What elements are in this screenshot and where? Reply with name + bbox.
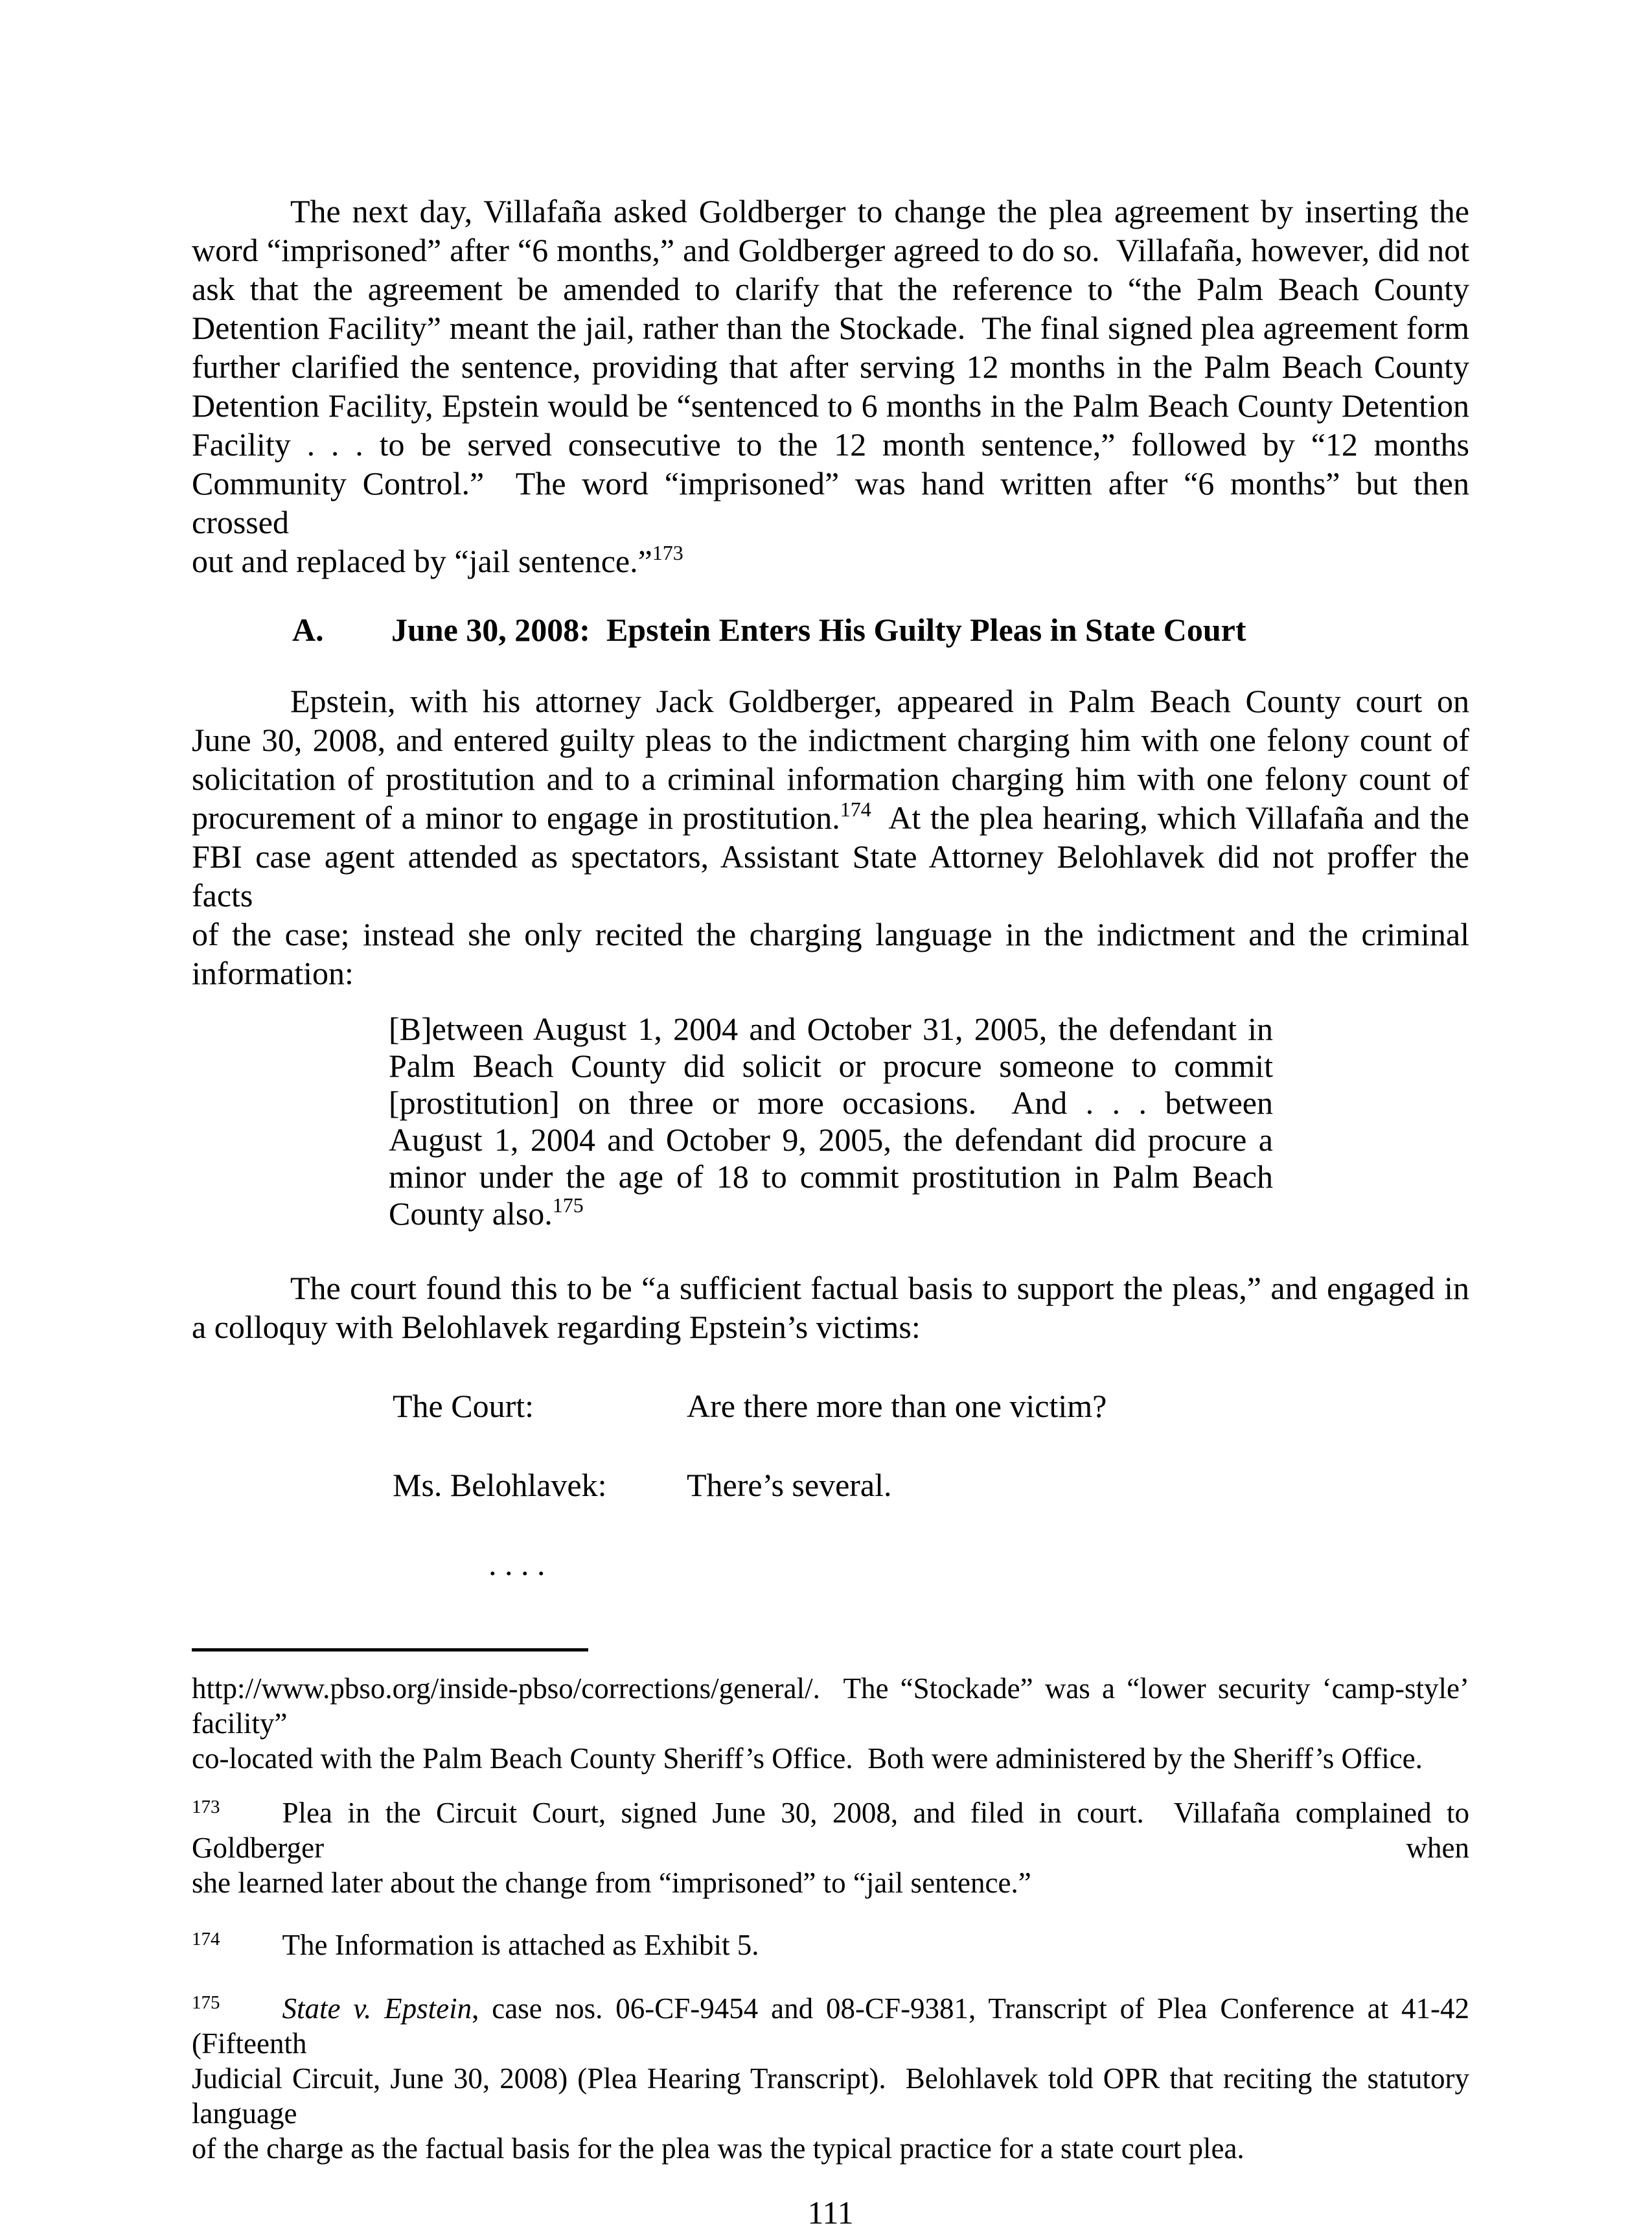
text-line: Epstein, with his attorney Jack Goldberger, appeared in Palm Beach County court on — [290, 683, 1469, 719]
footnote-174 — [192, 1927, 1469, 1962]
speaker-statement: There’s several. — [687, 1467, 892, 1503]
section-heading — [292, 610, 1469, 649]
text-line: $^{174}$ The Information is attached as Exhibit 5. — [192, 1929, 759, 1961]
text-line: further clarified the sentence, providing that after serving 12 months in the Palm Beach County — [192, 349, 1469, 385]
footnote-ref-173: 173 — [652, 541, 683, 564]
text-line: Detention Facility” meant the jail, rather than the Stockade. The final signed plea agreement form — [192, 310, 1469, 346]
text-line: Detention Facility, Epstein would be “sentenced to 6 months in the Palm Beach County Detention — [192, 387, 1469, 424]
text-line: out and replaced by “jail sentence.”$^{173}$ — [192, 541, 683, 579]
ellipsis: . . . . — [488, 1546, 545, 1582]
text-line: ask that the agreement be amended to clarify that the reference to “the Palm Beach County — [192, 271, 1469, 307]
text-line: a colloquy with Belohlavek regarding Epstein’s victims: — [192, 1309, 921, 1345]
footnote-175 — [192, 1991, 1477, 2166]
footnote-ref-175: 175 — [192, 1992, 220, 2013]
text-line: June 30, 2008, and entered guilty pleas to the indictment charging him with one felony count of — [192, 722, 1469, 758]
text-line: Palm Beach County did solicit or procure someone to commit — [389, 1048, 1273, 1084]
footnote-ref-174: 174 — [840, 798, 871, 821]
footnote-173 — [192, 1795, 1477, 1900]
text-line: $^{173}$ Plea in the Circuit Court, signed June 30, 2008, and filed in court. Villafaña complained to Goldberger when — [192, 1797, 1477, 1864]
text-line: Judicial Circuit, June 30, 2008) (Plea Hearing Transcript). Belohlavek told OPR that reciting the statutory language — [192, 2062, 1477, 2130]
text-line: The court found this to be “a sufficient factual basis to support the pleas,” and engaged in — [290, 1270, 1469, 1306]
italic-text: State v. Epstein — [282, 1992, 472, 2025]
text-line: co-located with the Palm Beach County Sheriff’s Office. Both were administered by the Sheriff’s Office. — [192, 1742, 1423, 1775]
speaker-statement: Are there more than one victim? — [687, 1388, 1107, 1424]
text-line: minor under the age of 18 to commit prostitution in Palm Beach — [389, 1158, 1273, 1195]
text-line: http://www.pbso.org/inside-pbso/corrections/general/. The “Stockade” was a “lower security ‘camp-style’ facility” — [192, 1672, 1477, 1740]
text-line: of the case; instead she only recited the charging language in the indictment and the criminal — [192, 916, 1469, 952]
footnote-continuation — [192, 1671, 1477, 1776]
paragraph-2 — [192, 682, 1478, 993]
text-line: information: — [192, 955, 354, 991]
page-content — [192, 192, 1478, 2232]
paragraph-1 — [192, 192, 1478, 581]
colloquy-row — [393, 1386, 1469, 1425]
speaker-label: The Court: — [393, 1388, 534, 1424]
text-line: Community Control.” The word “imprisoned” was hand written after “6 months” but then crossed — [192, 465, 1478, 540]
text-line: solicitation of prostitution and to a criminal information charging him with one felony count of — [192, 761, 1469, 797]
text-line: [prostitution] on three or more occasions. And . . . between — [389, 1085, 1273, 1121]
text-line: of the charge as the factual basis for the plea was the typical practice for a state court plea. — [192, 2132, 1245, 2165]
text-line: she learned later about the change from “imprisoned” to “jail sentence.” — [192, 1867, 1031, 1899]
section-title: June 30, 2008: Epstein Enters His Guilty Pleas in State Court — [391, 612, 1246, 648]
footnote-ref-174: 174 — [192, 1929, 220, 1950]
text-line: August 1, 2004 and October 9, 2005, the defendant did procure a — [389, 1122, 1273, 1158]
text-line: FBI case agent attended as spectators, Assistant State Attorney Belohlavek did not proffer the facts — [192, 838, 1478, 914]
speaker-label: Ms. Belohlavek: — [393, 1467, 607, 1503]
colloquy-row — [393, 1466, 1469, 1504]
page-number: 111 — [807, 2194, 854, 2231]
colloquy — [393, 1386, 1469, 1504]
footnote-separator — [192, 1648, 588, 1651]
text-line: The next day, Villafaña asked Goldberger to change the plea agreement by inserting the — [290, 193, 1469, 229]
footnote-ref-175: 175 — [552, 1193, 584, 1217]
text-line: [B]etween August 1, 2004 and October 31, 2005, the defendant in — [389, 1011, 1273, 1047]
text-line: $^{175}$ State v. Epstein, case nos. 06-CF-9454 and 08-CF-9381, Transcript of Plea Conference at 41-42 (Fifteenth — [192, 1992, 1477, 2060]
text-line: procurement of a minor to engage in prostitution.$^{174}$ At the plea hearing, which Villafaña and the — [192, 798, 1469, 836]
paragraph-3 — [192, 1269, 1469, 1346]
block-quote — [389, 1011, 1273, 1232]
text-line: Facility . . . to be served consecutive to the 12 month sentence,” followed by “12 months — [192, 426, 1469, 463]
section-letter: A. — [292, 612, 324, 648]
text-line: County also.$^{175}$ — [389, 1193, 584, 1232]
text-line: word “imprisoned” after “6 months,” and Goldberger agreed to do so. Villafaña, however, did not — [192, 232, 1469, 268]
footnote-ref-173: 173 — [192, 1797, 220, 1817]
